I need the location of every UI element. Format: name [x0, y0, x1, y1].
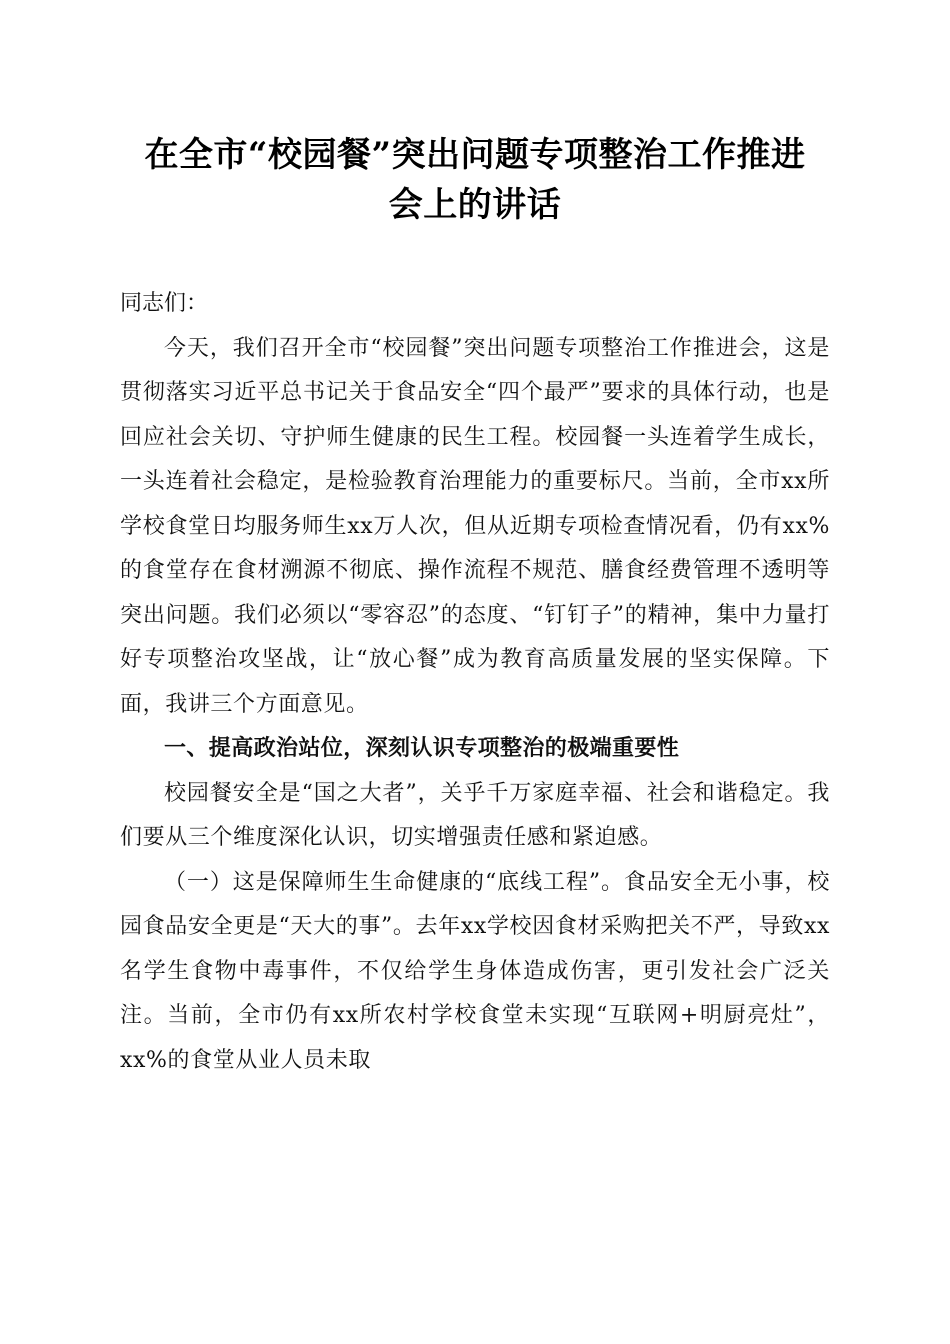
subsection-1-paragraph: [120, 861, 830, 1084]
intro-paragraph: 今天，我们召开全市“校园餐”突出问题专项整治工作推进会，这是贯彻落实习近平总书记关于食品安全“四个最严”要求的具体行动，也是回应社会关切、守护师生健康的民生工程。校园餐一头连着学生成长，一头连着社会稳定，是检验教育治理能力的重要标尺。当前，全市xx所学校食堂日均服务师生xx万人次，但从近期专项检查情况看，仍有xx%的食堂存在食材溯源不彻底、操作流程不规范、膳食经费管理不透明等突出问题。我们必须以“零容忍”的态度、“钉钉子”的精神，集中力量打好专项整治攻坚战，让“放心餐”成为教育高质量发展的坚实保障。下面，我讲三个方面意见。: [120, 335, 830, 717]
document-page: [120, 130, 830, 1083]
title-line-2: 会上的讲话: [388, 185, 562, 225]
document-title: [120, 130, 830, 230]
section-1-heading: 一、提高政治站位，深刻认识专项整治的极端重要性: [164, 736, 680, 761]
section-1-body: 校园餐安全是“国之大者”，关乎千万家庭幸福、社会和谐稳定。我们要从三个维度深化认识，切实增强责任感和紧迫感。: [120, 780, 830, 850]
subsection-1-heading: （一）这是保障师生生命健康的“底线工程”。: [164, 869, 624, 895]
salutation: 同志们：: [120, 291, 209, 316]
title-line-1: 在全市“校园餐”突出问题专项整治工作推进: [144, 135, 806, 175]
subsection-1-body: 食品安全无小事，校园食品安全更是“天大的事”。去年xx学校因食材采购把关不严，导致xx名学生食物中毒事件，不仅给学生身体造成伤害，更引发社会广泛关注。当前，全市仍有xx所农村学校食堂未实现“互联网+明厨亮灶”，xx%的食堂从业人员未取: [120, 869, 830, 1073]
